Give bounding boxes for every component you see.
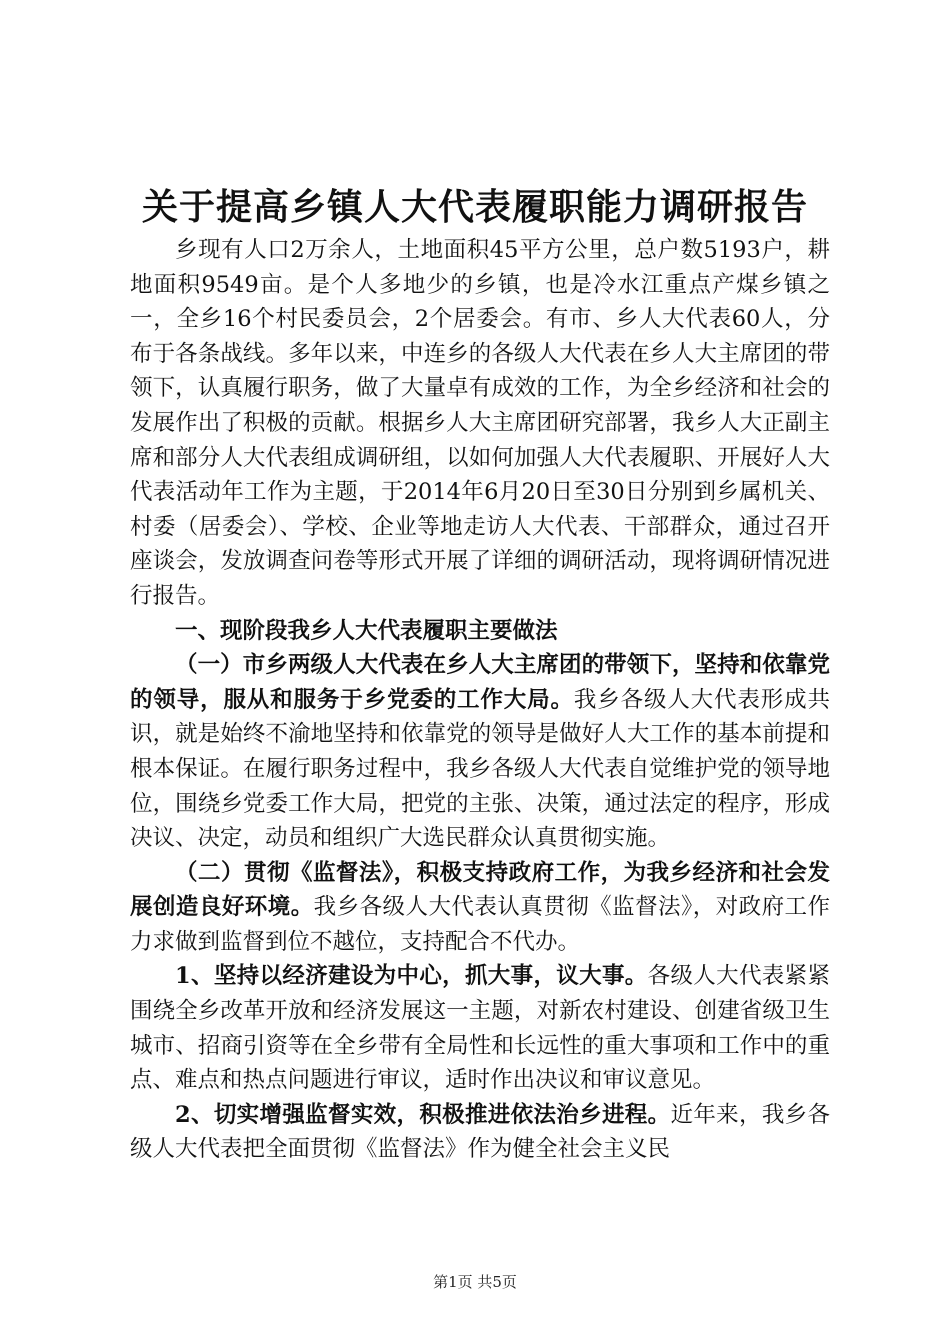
paragraph-text: 我乡各级人大代表形成共识，就是始终不渝地坚持和依靠党的领导是做好人大工作的基本前提和根本保证。在履行职务过程中，我乡各级人大代表自觉维护党的领导地位，围绕乡党委工作大局，把党的主张、决策，通过法定的程序，形成决议、决定，动员和组织广大选民群众认真贯彻实施。 (130, 686, 830, 852)
paragraph-lead: 1、坚持以经济建设为中心，抓大事，议大事。 (175, 963, 648, 990)
paragraph-lead: （一）市乡两级人大代表在乡人大主席团的带领下，坚持和依靠党的领导，服从和服务于乡党委的工作大局。 (130, 652, 830, 713)
paragraph-lead: 2、切实增强监督实效，积极推进依法治乡进程。 (175, 1101, 671, 1128)
page-number-footer: 第1页 共5页 (433, 1273, 517, 1291)
paragraph-section-1-1 (130, 648, 830, 856)
section-heading-text: 一、现阶段我乡人大代表履职主要做法 (175, 617, 558, 644)
document-body (130, 233, 830, 1167)
paragraph-text: 各级人大代表紧紧围绕全乡改革开放和经济发展这一主题，对新农村建设、创建省级卫生城市、招商引资等在全乡带有全局性和长远性的重大事项和工作中的重点、难点和热点问题进行审议，适时作出决议和审议意见。 (130, 963, 830, 1094)
paragraph-lead: （二）贯彻《监督法》，积极支持政府工作，为我乡经济和社会发展创造良好环境。 (130, 859, 830, 921)
document-title: 关于提高乡镇人大代表履职能力调研报告 (141, 186, 808, 228)
paragraph-item-1 (130, 959, 830, 1097)
paragraph-text: 我乡各级人大代表认真贯彻《监督法》，对政府工作力求做到监督到位不越位，支持配合不代办。 (130, 894, 830, 955)
paragraph-text: 近年来，我乡各级人大代表把全面贯彻《监督法》作为健全社会主义民 (130, 1101, 830, 1163)
paragraph-section-1-2 (130, 856, 830, 960)
section-heading-1 (130, 614, 830, 649)
paragraph-text: 乡现有人口2万余人，土地面积45平方公里，总户数5193户，耕地面积9549亩。是个人多地少的乡镇，也是冷水江重点产煤乡镇之一，全乡16个村民委员会，2个居委会。有市、乡人大代表60人，分布于各条战线。多年以来，中连乡的各级人大代表在乡人大主席团的带领下，认真履行职务，做了大量卓有成效的工作，为全乡经济和社会的发展作出了积极的贡献。根据乡人大主席团研究部署，我乡人大正副主席和部分人大代表组成调研组，以如何加强人大代表履职、开展好人大代表活动年工作为主题，于2014年6月20日至30日分别到乡属机关、村委（居委会）、学校、企业等地走访人大代表、干部群众，通过召开座谈会，发放调查问卷等形式开展了详细的调研活动，现将调研情况进行报告。 (130, 237, 830, 609)
paragraph-intro (130, 233, 830, 614)
paragraph-item-2 (130, 1098, 830, 1167)
